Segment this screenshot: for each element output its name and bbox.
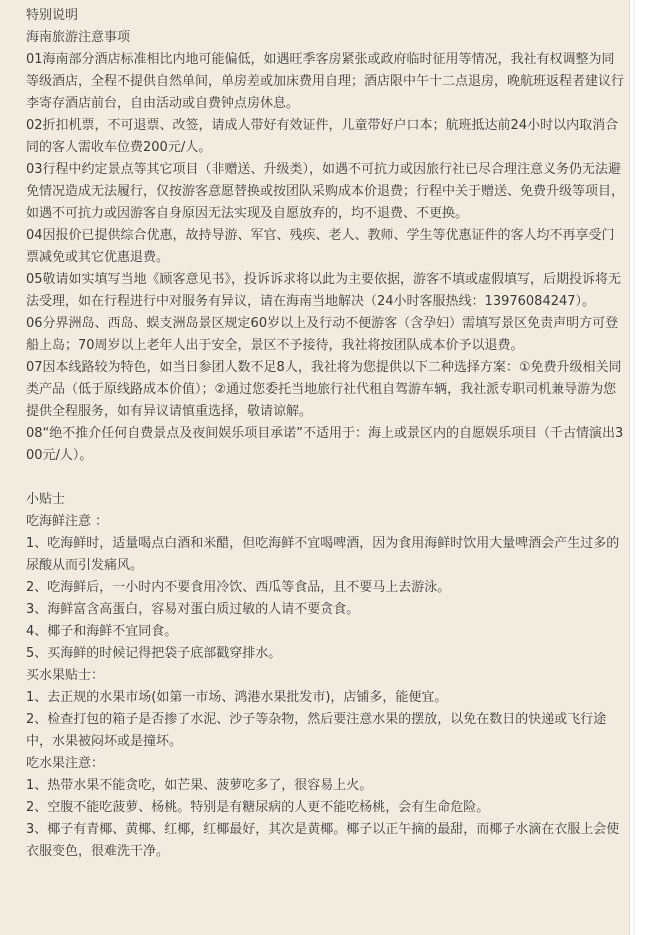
fruit-buy-tip: 1、去正规的水果市场(如第一市场、鸿港水果批发市)，店铺多，能便宜。 — [26, 690, 448, 705]
seafood-tip: 4、椰子和海鲜不宜同食。 — [26, 624, 178, 639]
fruit-eat-tip: 3、椰子有青椰、黄椰、红椰，红椰最好，其次是黄椰。椰子以正午摘的最甜，而椰子水滴在衣服上会使衣服变色，很难洗干净。 — [26, 822, 620, 859]
seafood-tip: 5、买海鲜的时候记得把袋子底部戳穿排水。 — [26, 646, 282, 661]
special-subtitle: 海南旅游注意事项 — [26, 30, 131, 45]
notice-item: 02折扣机票，不可退票、改签，请成人带好有效证件，儿童带好户口本；航班抵达前24小时以内取消合同的客人需收车位费200元/人。 — [26, 118, 619, 155]
notice-item: 01海南部分酒店标准相比内地可能偏低，如遇旺季客房紧张或政府临时征用等情况，我社有权调整为同等级酒店，全程不提供自然单间，单房差或加床费用自理；酒店限中午十二点退房，晚航班返程者建议行李寄存酒店前台，自由活动或自费钟点房休息。 — [26, 52, 625, 111]
fruit-eat-title: 吃水果注意： — [26, 756, 105, 771]
tips-title: 小贴士 — [26, 492, 66, 507]
fruit-eat-tip: 2、空腹不能吃菠萝、杨桃。特别是有糖尿病的人更不能吃杨桃，会有生命危险。 — [26, 800, 490, 815]
fruit-buy-tip: 2、检查打包的箱子是否掺了水泥、沙子等杂物，然后要注意水果的摆放，以免在数日的快递或飞行途中，水果被闷坏或是撞坏。 — [26, 712, 607, 749]
seafood-title: 吃海鲜注意 ： — [26, 514, 109, 529]
seafood-tip: 2、吃海鲜后，一小时内不要食用冷饮、西瓜等食品，且不要马上去游泳。 — [26, 580, 451, 595]
page-edge — [633, 0, 635, 935]
notice-item: 07因本线路较为特色，如当日参团人数不足8人，我社将为您提供以下二种选择方案：①免费升级相关同类产品（低于原线路成本价值）；②通过您委托当地旅行社代租自驾游车辆，我社派专职司机兼导游为您提供全程服务，如有异议请慎重选择，敬请谅解。 — [26, 360, 622, 419]
notice-item: 05敬请如实填写当地《顾客意见书》，投诉诉求将以此为主要依据，游客不填或虚假填写，后期投诉将无法受理，如在行程进行中对服务有异议，请在海南当地解决（24小时客服热线：13976084247）。 — [26, 272, 622, 309]
seafood-tip: 3、海鲜富含高蛋白，容易对蛋白质过敏的人请不要贪食。 — [26, 602, 360, 617]
notice-item: 03行程中约定景点等其它项目（非赠送、升级类），如遇不可抗力或因旅行社已尽合理注意义务仍无法避免情况造成无法履行，仅按游客意愿替换或按团队采购成本价退费；行程中关于赠送、免费升级等项目，如遇不可抗力或因游客自身原因无法实现及自愿放弃的，均不退费、不更换。 — [26, 162, 625, 221]
seafood-tip: 1、吃海鲜时，适量喝点白酒和米醋，但吃海鲜不宜喝啤酒，因为食用海鲜时饮用大量啤酒会产生过多的尿酸从而引发痛风。 — [26, 536, 620, 573]
fruit-buy-title: 买水果贴士： — [26, 668, 105, 683]
section-gap — [26, 467, 625, 489]
notice-item: 04因报价已提供综合优惠，故持导游、军官、残疾、老人、教师、学生等优惠证件的客人均不再享受门票减免或其它优惠退费。 — [26, 228, 615, 265]
notice-item: 08“绝不推介任何自费景点及夜间娱乐项目承诺”不适用于：海上或景区内的自愿娱乐项目（千古情演出300元/人）。 — [26, 426, 624, 463]
notice-item: 06分界洲岛、西岛、蜈支洲岛景区规定60岁以上及行动不便游客（含孕妇）需填写景区免责声明方可登船上岛；70周岁以上老年人出于安全，景区不予接待，我社将按团队成本价予以退费。 — [26, 316, 619, 353]
special-title: 特别说明 — [26, 8, 79, 23]
fruit-eat-tip: 1、热带水果不能贪吃，如芒果、菠萝吃多了，很容易上火。 — [26, 778, 373, 793]
